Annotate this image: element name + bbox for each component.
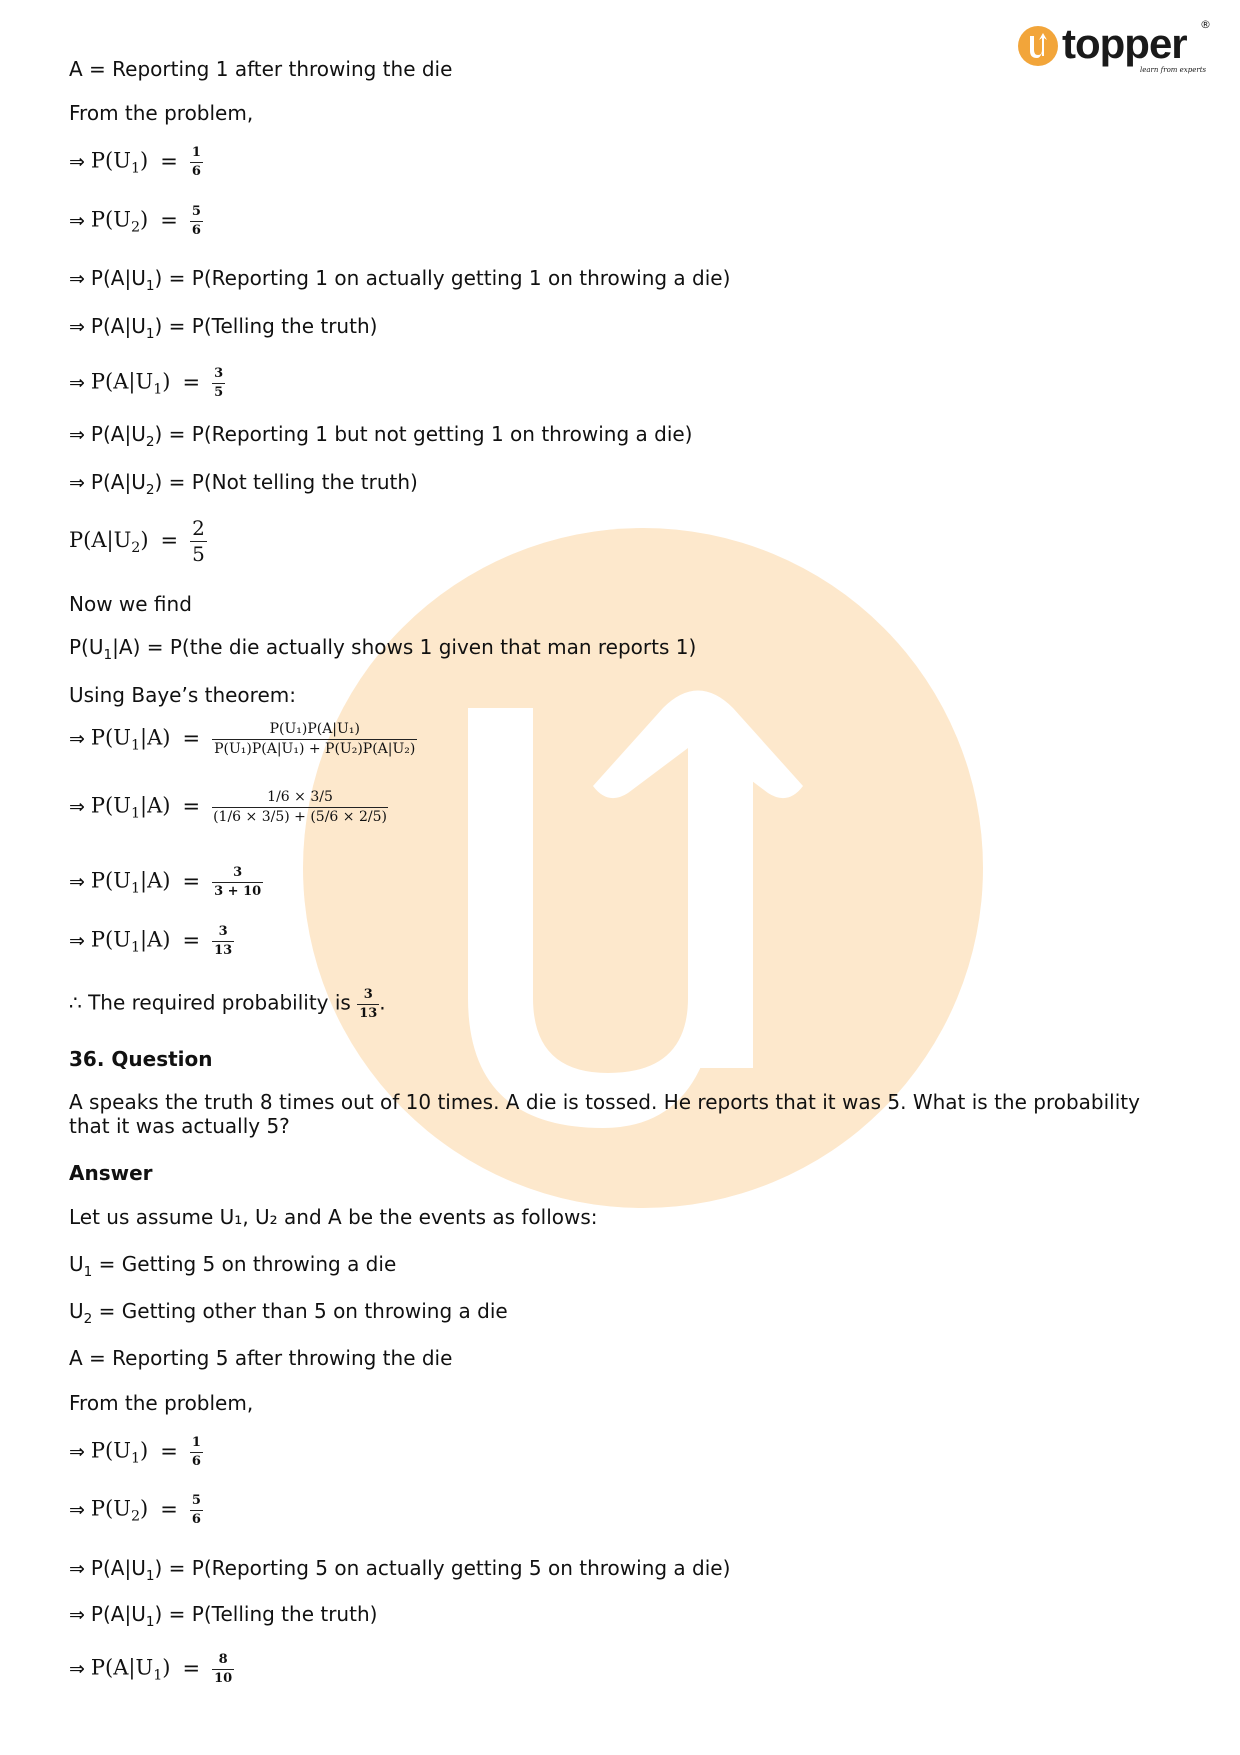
doc-line [69,146,203,178]
probability-meaning: P(Reporting 5 on actually getting 5 on throwing a die) [191,1556,731,1580]
fraction-denominator: 6 [191,163,201,179]
subscript: 1 [145,326,155,342]
implies-arrow: ⇒ [69,1604,85,1626]
equals-sign: = [162,422,192,446]
fraction-numerator: 3 [214,366,224,381]
fraction-denominator: 13 [214,942,233,958]
fraction [212,866,263,898]
fraction-numerator: 1 [191,1435,201,1450]
subscript: 2 [83,1311,93,1327]
probability-term: P(A|U [90,1602,146,1626]
probability-meaning: P(Not telling the truth) [191,470,418,494]
subscript: 2 [145,482,155,498]
fraction-denominator: 3 + 10 [214,883,262,899]
event-name: U [69,1252,84,1276]
paragraph-text: A speaks the truth 8 times out of 10 times. A die is tossed. He reports that it was 5. What is the probability that it was actually 5? [69,1090,1140,1138]
doc-line [69,367,225,399]
line-text: Let us assume U₁, U₂ and A be the events as follows: [69,1205,598,1229]
probability-term: P(U [90,148,131,173]
line-text: From the problem, [69,1391,254,1415]
probability-term: P(U [90,1438,131,1463]
doc-line [69,421,692,448]
probability-term: ) [162,369,171,394]
equals-sign: = [160,1438,178,1463]
brand-logo [1016,18,1212,82]
fraction [190,1494,203,1526]
probability-term: |A) [140,868,171,893]
subscript: 2 [131,540,141,556]
probability-term: P(A|U [90,1556,146,1580]
doc-line [69,1390,253,1416]
doc-line [69,205,203,237]
probability-term: P(A|U [90,470,146,494]
implies-arrow: ⇒ [69,1440,85,1463]
logo-wordmark: topper [1062,20,1187,67]
subscript: 1 [103,647,113,663]
doc-line [69,925,234,957]
probability-term: P(U [90,207,131,232]
fraction-numerator: 3 [233,865,243,880]
fraction-denominator: P(U₁)P(A|U₁) + P(U₂)P(A|U₂) [214,740,416,757]
probability-term: ) [140,148,149,173]
line-text: |A) = P(the die actually shows 1 given that man reports 1) [112,635,697,659]
line-text: A = Reporting 1 after throwing the die [69,57,453,81]
implies-arrow: ⇒ [69,727,85,750]
doc-line [69,722,417,756]
subscript: 2 [130,219,141,236]
probability-term: ) [154,314,163,338]
probability-term: P(A|U [90,314,146,338]
equals-sign: = [160,207,178,232]
subscript: 1 [130,880,141,897]
implies-arrow: ⇒ [69,1558,85,1580]
bayes-substitution [212,790,388,824]
fraction-numerator: 3 [363,987,373,1002]
fraction-numerator: 8 [218,1652,228,1667]
doc-line [69,1494,203,1526]
fraction [212,925,234,957]
event-name: U [69,1299,84,1323]
line-text: P(U [69,635,104,659]
equals-sign: = [162,1602,192,1626]
subscript: 1 [153,381,163,398]
fraction-denominator: 6 [191,222,201,238]
subscript: 1 [145,1614,155,1630]
doc-line [69,1555,730,1582]
equals-sign: = [162,314,192,338]
subscript: 1 [145,278,155,294]
logo-registered-mark: ® [1200,18,1211,31]
doc-line [69,1436,203,1468]
doc-line [69,1345,452,1371]
bayes-formula [212,722,417,756]
probability-meaning: P(Telling the truth) [191,1602,378,1626]
fraction [190,1436,203,1468]
section-heading [69,1046,213,1072]
implies-arrow: ⇒ [69,1498,85,1521]
doc-line [69,265,730,292]
implies-arrow: ⇒ [69,209,85,232]
doc-line [69,591,192,617]
doc-line [69,1298,508,1327]
fraction [190,205,203,237]
probability-term: P(U [90,868,131,893]
subscript: 1 [145,1568,155,1584]
fraction-denominator: 5 [214,384,224,400]
probability-term: ) [154,470,163,494]
subscript: 1 [130,1450,141,1467]
equals-sign: = [182,369,201,394]
fraction-numerator: 1/6 × 3/5 [267,789,333,805]
probability-meaning: P(Reporting 1 on actually getting 1 on throwing a die) [191,266,731,290]
fraction-numerator: 5 [191,1493,201,1508]
event-definition: = Getting 5 on throwing a die [92,1252,397,1276]
probability-term: P(U [90,793,131,818]
probability-term: P(A|U [90,1655,154,1680]
section-heading [69,1160,153,1186]
doc-line [69,1204,598,1230]
fraction-numerator: 3 [218,924,228,939]
equals-sign: = [182,927,201,952]
implies-arrow: ⇒ [69,870,85,893]
line-text: A = Reporting 5 after throwing the die [69,1346,453,1370]
probability-term: |A) [140,793,171,818]
subscript: 1 [130,939,141,956]
probability-term: ) [154,1602,163,1626]
subscript: 2 [145,434,155,450]
line-text: Now we find [69,592,192,616]
subscript: 1 [130,805,141,822]
probability-term: ) [154,1556,163,1580]
subscript: 1 [130,737,141,754]
subscript: 1 [83,1264,93,1280]
equals-sign: = [182,868,201,893]
doc-line [69,100,253,126]
fraction [190,518,207,565]
implies-arrow: ⇒ [69,795,85,818]
equals-sign: = [182,793,201,818]
doc-line [69,56,452,82]
event-definition: = Getting other than 5 on throwing a die [92,1299,508,1323]
implies-arrow: ⇒ [69,371,85,394]
probability-term: |A) [140,927,171,952]
probability-term: |A) [140,725,171,750]
probability-meaning: P(Telling the truth) [191,314,378,338]
doc-line [69,1251,397,1280]
equals-sign: = [162,266,192,290]
fraction-denominator: 6 [191,1511,201,1527]
equals-sign: = [162,1556,192,1580]
fraction-denominator: 13 [359,1005,378,1021]
subscript: 2 [130,1508,141,1525]
probability-term: P(A|U [69,528,132,552]
implies-arrow: ⇒ [69,424,85,446]
doc-line [69,634,697,663]
probability-term: ) [154,422,163,446]
heading-text: 36. Question [69,1047,213,1071]
implies-arrow: ⇒ [69,316,85,338]
probability-term: P(A|U [90,422,146,446]
probability-term: P(A|U [90,266,146,290]
equals-sign: = [182,725,201,750]
equals-sign: = [160,1496,178,1521]
doc-line [69,790,388,824]
doc-line [69,988,386,1020]
fraction [357,988,379,1020]
doc-line [69,313,377,340]
probability-term: ) [162,1655,171,1680]
probability-term: P(A|U [90,369,154,394]
heading-text: Answer [69,1161,153,1185]
doc-line [69,469,418,496]
probability-term: ) [140,207,149,232]
equals-sign: = [160,148,178,173]
sentence-period: . [379,990,386,1015]
fraction [190,146,203,178]
equals-sign: = [160,528,179,552]
implies-arrow: ⇒ [69,268,85,290]
fraction-numerator: 2 [192,516,205,540]
fraction-denominator: 10 [214,1670,233,1686]
implies-arrow: ⇒ [69,1657,85,1680]
probability-term: ) [140,1496,149,1521]
fraction-numerator: 5 [191,204,201,219]
doc-line [69,866,263,898]
probability-term: ) [140,1438,149,1463]
line-text: Using Baye’s theorem: [69,683,296,707]
fraction [212,367,225,399]
implies-arrow: ⇒ [69,929,85,952]
probability-meaning: P(Reporting 1 but not getting 1 on throwing a die) [191,422,693,446]
implies-arrow: ⇒ [69,150,85,173]
logo-tagline: learn from experts [1140,66,1207,74]
doc-line [69,518,207,565]
equals-sign: = [162,470,192,494]
fraction-denominator: 6 [191,1453,201,1469]
fraction [212,1653,234,1685]
doc-line [69,1601,377,1628]
probability-term: P(U [90,725,131,750]
probability-term: P(U [90,1496,131,1521]
question-text [69,1090,1159,1138]
conclusion-text: ∴ The required probability is [69,990,358,1015]
probability-term: ) [140,528,149,552]
fraction-denominator: (1/6 × 3/5) + (5/6 × 2/5) [213,808,387,825]
doc-line [69,682,296,708]
doc-line [69,1653,234,1685]
equals-sign: = [182,1655,201,1680]
fraction-numerator: P(U₁)P(A|U₁) [269,721,360,737]
probability-term: ) [154,266,163,290]
fraction-numerator: 1 [191,145,201,160]
subscript: 1 [153,1667,163,1684]
line-text: From the problem, [69,101,254,125]
fraction-denominator: 5 [192,542,205,566]
subscript: 1 [130,160,141,177]
probability-term: P(U [90,927,131,952]
implies-arrow: ⇒ [69,472,85,494]
